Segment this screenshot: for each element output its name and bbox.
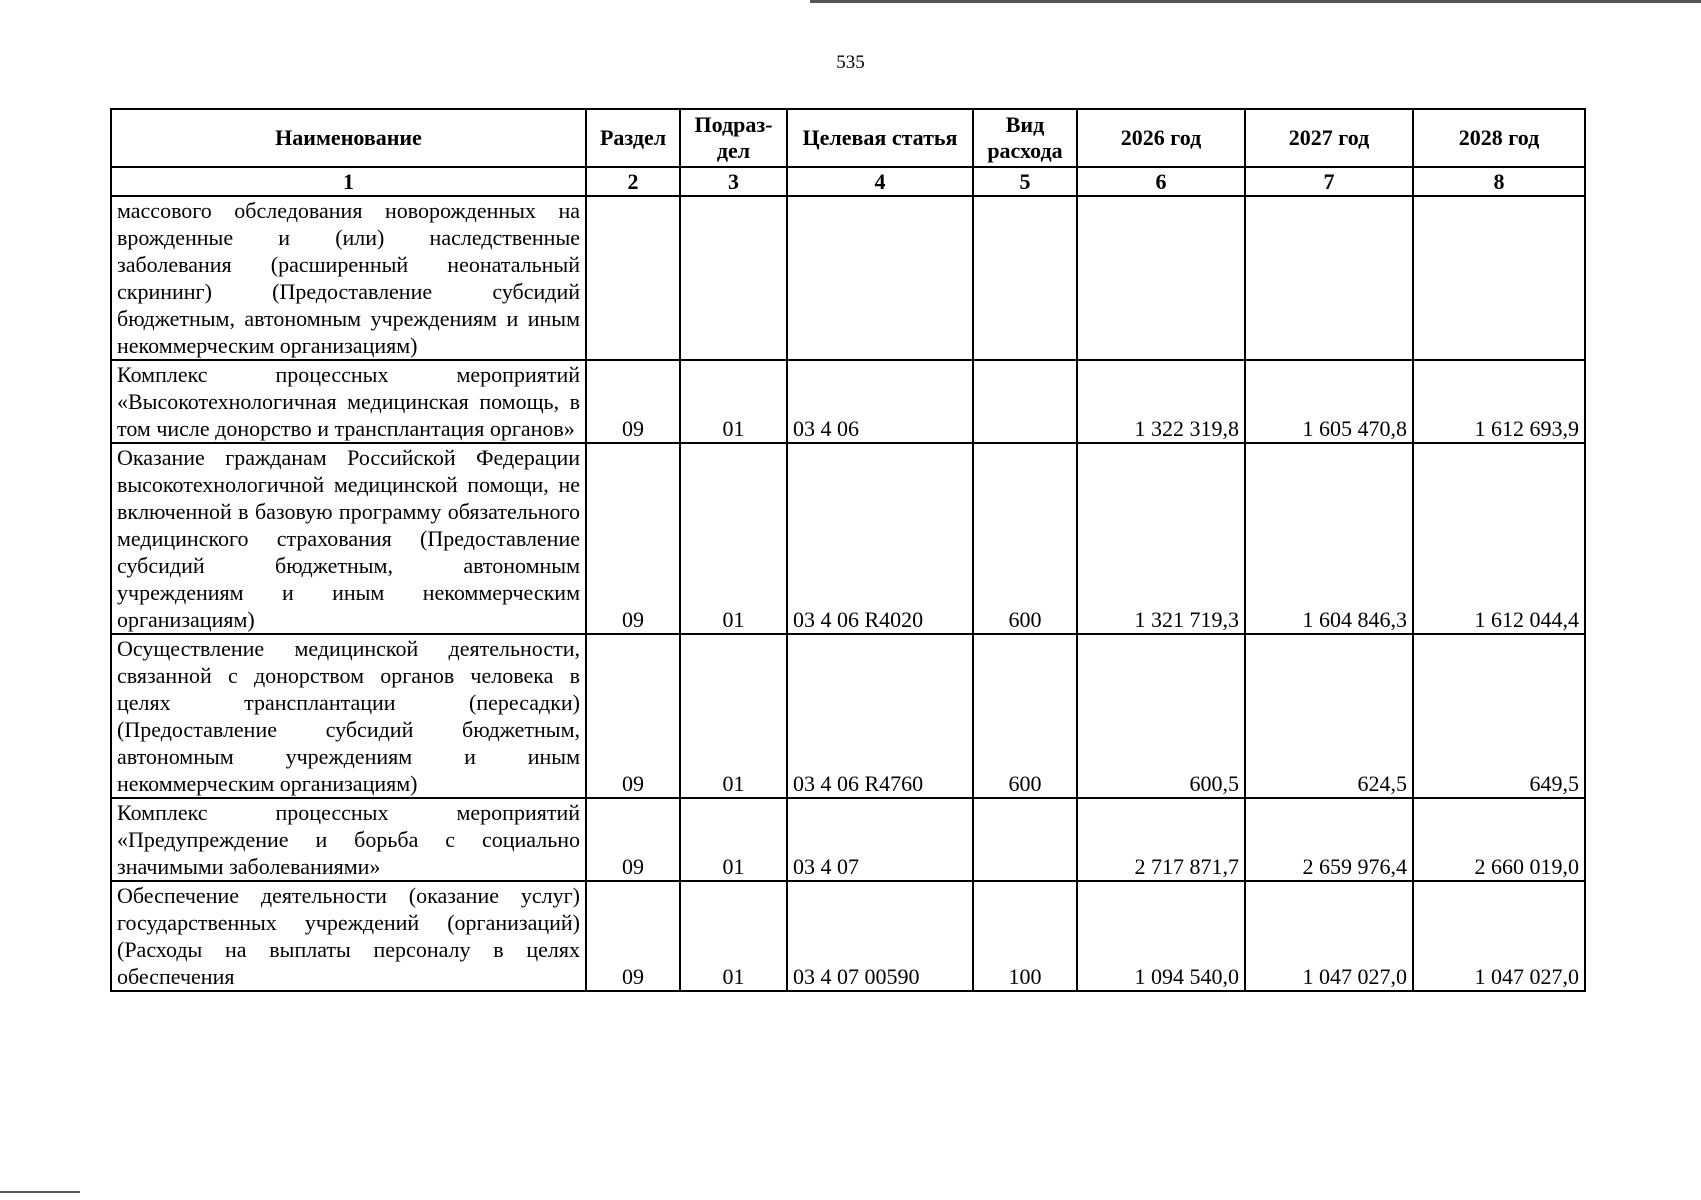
row-celevaya-statya: 03 4 07 00590 — [787, 881, 973, 991]
row-value-2026: 600,5 — [1077, 634, 1245, 798]
row-value-2028: 2 660 019,0 — [1413, 798, 1585, 881]
scan-edge-line-top — [810, 0, 1701, 3]
row-vid-rashoda: 600 — [973, 634, 1077, 798]
row-razdel: 09 — [586, 881, 680, 991]
row-vid-rashoda: 600 — [973, 443, 1077, 634]
table-row — [111, 443, 1585, 634]
page-number: 535 — [836, 52, 865, 73]
row-vid-rashoda — [973, 360, 1077, 443]
row-celevaya-statya: 03 4 06 R4020 — [787, 443, 973, 634]
table-row — [111, 634, 1585, 798]
row-celevaya-statya — [787, 196, 973, 360]
column-number: 8 — [1413, 167, 1585, 196]
row-name: массового обследования новорожденных на врожденные и (или) наследственные заболевания (расширенный неонатальный скрининг) (Предоставление субсидий бюджетным, автономным учреждениям и иным некоммерческим организациям) — [111, 196, 586, 360]
row-celevaya-statya: 03 4 06 R4760 — [787, 634, 973, 798]
column-number: 5 — [973, 167, 1077, 196]
column-number-row — [111, 167, 1585, 196]
column-number: 7 — [1245, 167, 1413, 196]
row-razdel: 09 — [586, 360, 680, 443]
row-celevaya-statya: 03 4 06 — [787, 360, 973, 443]
row-podrazdel: 01 — [680, 881, 787, 991]
row-razdel: 09 — [586, 798, 680, 881]
row-podrazdel: 01 — [680, 634, 787, 798]
row-value-2027: 2 659 976,4 — [1245, 798, 1413, 881]
row-value-2028: 1 612 044,4 — [1413, 443, 1585, 634]
table-row — [111, 360, 1585, 443]
column-number: 1 — [111, 167, 586, 196]
row-podrazdel — [680, 196, 787, 360]
row-value-2027: 1 604 846,3 — [1245, 443, 1413, 634]
row-value-2028: 1 047 027,0 — [1413, 881, 1585, 991]
row-name: Обеспечение деятельности (оказание услуг) государственных учреждений (организаций) (Расходы на выплаты персоналу в целях обеспечения — [111, 881, 586, 991]
table-header-row — [111, 109, 1585, 167]
row-value-2026: 2 717 871,7 — [1077, 798, 1245, 881]
row-vid-rashoda — [973, 798, 1077, 881]
row-razdel — [586, 196, 680, 360]
row-value-2026 — [1077, 196, 1245, 360]
header-2027: 2027 год — [1245, 109, 1413, 167]
row-vid-rashoda: 100 — [973, 881, 1077, 991]
row-value-2026: 1 322 319,8 — [1077, 360, 1245, 443]
table-row — [111, 196, 1585, 360]
row-podrazdel: 01 — [680, 798, 787, 881]
row-value-2028 — [1413, 196, 1585, 360]
row-podrazdel: 01 — [680, 360, 787, 443]
row-value-2027: 1 047 027,0 — [1245, 881, 1413, 991]
row-value-2027: 1 605 470,8 — [1245, 360, 1413, 443]
table-row — [111, 798, 1585, 881]
header-vid-rashoda: Вид расхода — [973, 109, 1077, 167]
column-number: 3 — [680, 167, 787, 196]
row-value-2026: 1 094 540,0 — [1077, 881, 1245, 991]
column-number: 2 — [586, 167, 680, 196]
header-razdel: Раздел — [586, 109, 680, 167]
row-value-2027: 624,5 — [1245, 634, 1413, 798]
row-podrazdel: 01 — [680, 443, 787, 634]
column-number: 6 — [1077, 167, 1245, 196]
table-row — [111, 881, 1585, 991]
row-name: Комплекс процессных мероприятий «Предупреждение и борьба с социально значимыми заболеваниями» — [111, 798, 586, 881]
header-name: Наименование — [111, 109, 586, 167]
header-podrazdel: Подраз-дел — [680, 109, 787, 167]
header-2026: 2026 год — [1077, 109, 1245, 167]
row-name: Осуществление медицинской деятельности, связанной с донорством органов человека в целях трансплантации (пересадки) (Предоставление субсидий бюджетным, автономным учреждениям и иным некоммерческим организациям) — [111, 634, 586, 798]
row-razdel: 09 — [586, 634, 680, 798]
row-celevaya-statya: 03 4 07 — [787, 798, 973, 881]
row-value-2026: 1 321 719,3 — [1077, 443, 1245, 634]
row-value-2027 — [1245, 196, 1413, 360]
header-celevaya-statya: Целевая статья — [787, 109, 973, 167]
row-value-2028: 1 612 693,9 — [1413, 360, 1585, 443]
row-name: Оказание гражданам Российской Федерации высокотехнологичной медицинской помощи, не включенной в базовую программу обязательного медицинского страхования (Предоставление субсидий бюджетным, автономным учреждениям и иным некоммерческим организациям) — [111, 443, 586, 634]
scan-edge-line-bottom — [0, 1191, 80, 1193]
row-value-2028: 649,5 — [1413, 634, 1585, 798]
row-razdel: 09 — [586, 443, 680, 634]
row-name: Комплекс процессных мероприятий «Высокотехнологичная медицинская помощь, в том числе донорство и трансплантация органов» — [111, 360, 586, 443]
budget-table — [110, 108, 1586, 992]
row-vid-rashoda — [973, 196, 1077, 360]
column-number: 4 — [787, 167, 973, 196]
header-2028: 2028 год — [1413, 109, 1585, 167]
